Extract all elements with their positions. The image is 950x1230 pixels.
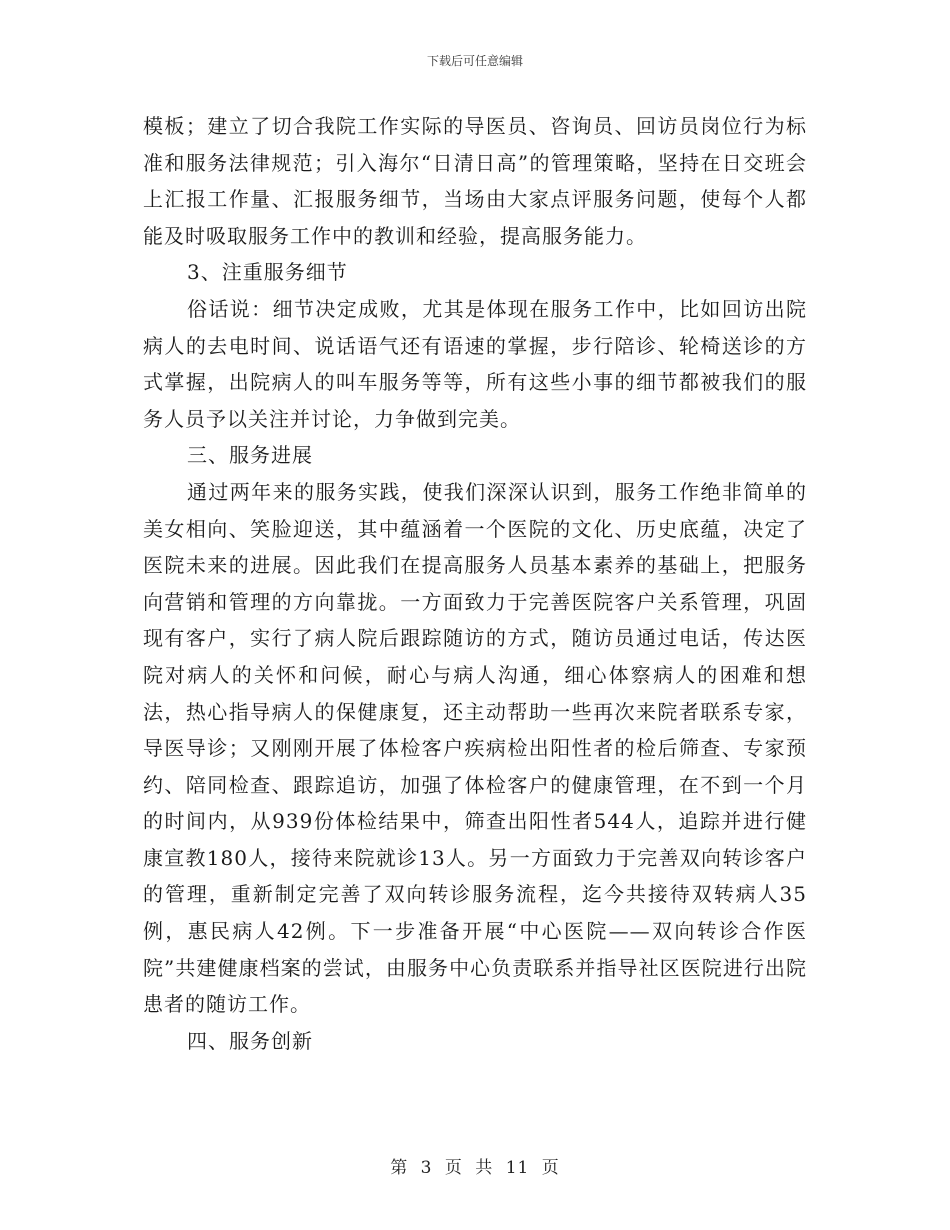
page-header: 下载后可任意编辑 [426, 54, 523, 68]
section-heading-service-details: 3、注重服务细节 [187, 260, 348, 285]
paragraph-2: 俗话说：细节决定成败，尤其是体现在服务工作中，比如回访出院病人的去电时间、说话语气还有语速的掌握，步行陪诊、轮椅送诊的方式掌握，出院病人的叫车服务等等，所有这些小事的细节都被我们的服务人员予以关注并讨论，力争做到完美。 [143, 296, 807, 431]
page-number-footer: 第 3 页 共 11 页 [390, 1158, 560, 1178]
paragraph-3: 通过两年来的服务实践，使我们深深认识到，服务工作绝非简单的美女相向、笑脸迎送，其中蕴涵着一个医院的文化、历史底蕴，决定了医院未来的进展。因此我们在提高服务人员基本素养的基础上，把服务向营销和管理的方向靠拢。一方面致力于完善医院客户关系管理，巩固现有客户，实行了病人院后跟踪随访的方式，随访员通过电话，传达医院对病人的关怀和问候，耐心与病人沟通，细心体察病人的困难和想法，热心指导病人的保健康复，还主动帮助一些再次来院者联系专家，导医导诊；又刚刚开展了体检客户疾病检出阳性者的检后筛查、专家预约、陪同检查、跟踪追访，加强了体检客户的健康管理，在不到一个月的时间内，从939份体检结果中，筛查出阳性者544人，追踪并进行健康宣教180人，接待来院就诊13人。另一方面致力于完善双向转诊客户的管理，重新制定完善了双向转诊服务流程，迄今共接待双转病人35例，惠民病人42例。下一步准备开展“中心医院——双向转诊合作医院”共建健康档案的尝试，由服务中心负责联系并指导社区医院进行出院患者的随访工作。 [143, 479, 807, 1017]
paragraph-1: 模板；建立了切合我院工作实际的导医员、咨询员、回访员岗位行为标准和服务法律规范；引入海尔“日清日高”的管理策略，坚持在日交班会上汇报工作量、汇报服务细节，当场由大家点评服务问题，使每个人都能及时吸取服务工作中的教训和经验，提高服务能力。 [143, 114, 807, 248]
document-body [143, 108, 807, 1059]
section-heading-service-innovation: 四、服务创新 [187, 1028, 313, 1053]
section-heading-service-progress: 三、服务进展 [187, 443, 313, 468]
